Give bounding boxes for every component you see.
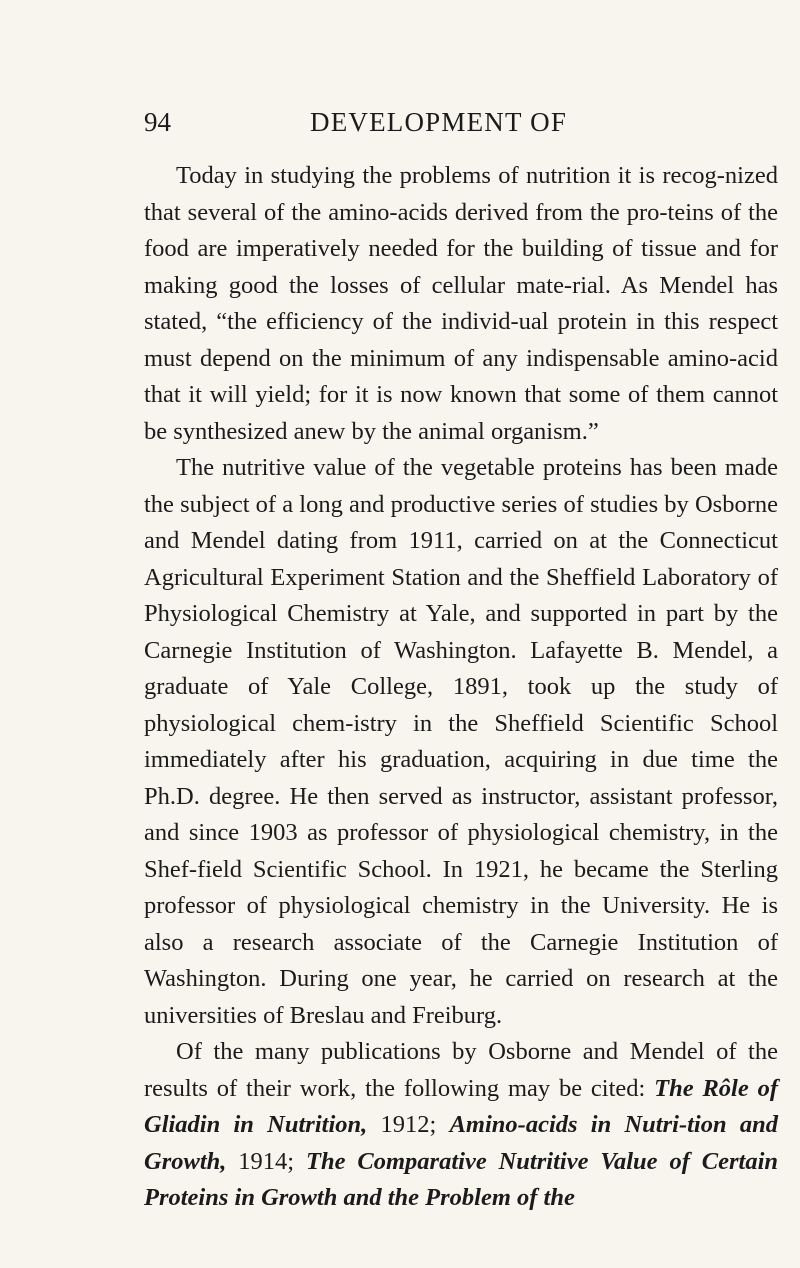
publication-title-1: The Rôle of Gliadin in Nutrition, [144,1074,778,1138]
paragraph-3 [144,1034,778,1217]
publication-year-1: 1912; [367,1111,450,1138]
paragraph-2: The nutritive value of the vegetable proteins has been made the subject of a long and productive series of studies by Osborne and Mendel dating from 1911, carried on at the Connecticut Agricultural Experiment Station and the Sheffield Laboratory of Physiological Chemistry at Yale, and supported in part by the Carnegie Institution of Washington. Lafayette B. Mendel, a graduate of Yale College, 1891, took up the study of physiological chem-istry in the Sheffield Scientific School immediately after his graduation, acquiring in due time the Ph.D. degree. He then served as instructor, assistant professor, and since 1903 as professor of physiological chemistry, in the Shef-field Scientific School. In 1921, he became the Sterling professor of physiological chemistry in the University. He is also a research associate of the Carnegie Institution of Washington. During one year, he carried on research at the universities of Breslau and Freiburg. [144,454,778,1029]
page-body [144,158,778,1217]
page-number: 94 [144,107,171,137]
publication-title-3: The Comparative Nutritive Value of Certain Proteins in Growth and the Problem of the [144,1147,779,1211]
running-head: DEVELOPMENT OF [310,107,568,137]
publication-title-2: Amino-acids in Nutri-tion and Growth, [144,1111,778,1175]
paragraph-3-intro: Of the many publications by Osborne and Mendel of the results of their work, the following may be cited: [144,1038,778,1102]
page-header [144,104,784,140]
publication-year-2: 1914; [226,1147,307,1175]
paragraph-1: Today in studying the problems of nutrition it is recog-nized that several of the amino-acids derived from the pro-teins of the food are imperatively needed for the building of tissue and for making good the losses of cellular mate-rial. As Mendel has stated, “the efficiency of the individ-ual protein in this respect must depend on the minimum of any indispensable amino-acid that it will yield; for it is now known that some of them cannot be synthesized anew by the animal organism.” [144,162,778,445]
